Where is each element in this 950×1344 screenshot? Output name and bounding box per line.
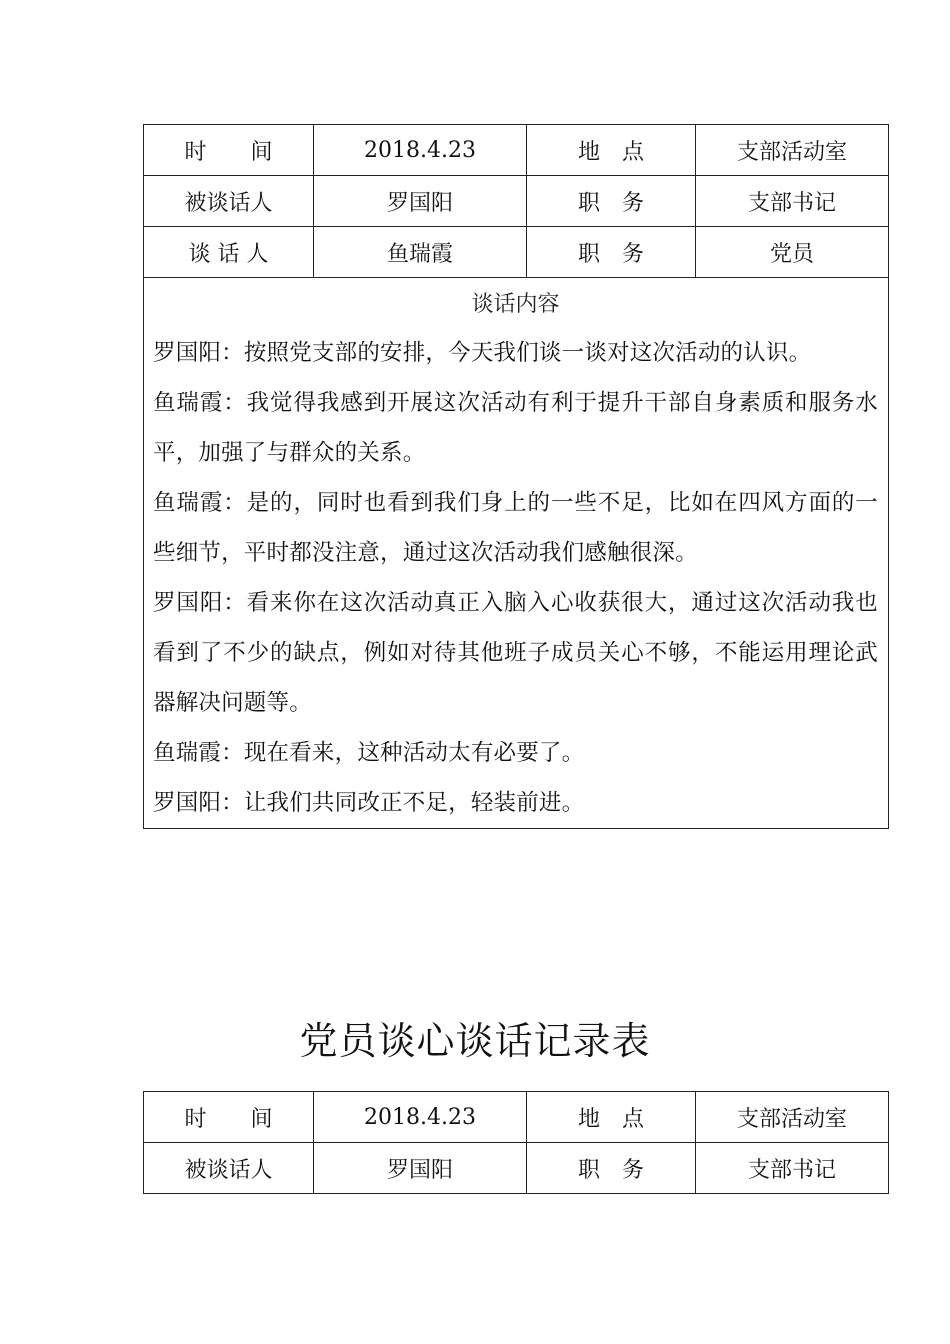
utterance: 让我们共同改正不足，轻装前进。 <box>243 790 585 816</box>
time-place-row <box>144 1092 889 1143</box>
interviewee-label: 被谈话人 <box>144 176 314 227</box>
position-label: 职 务 <box>527 1143 696 1194</box>
position-value: 支部书记 <box>696 1143 889 1194</box>
interviewee-label: 被谈话人 <box>144 1143 314 1194</box>
dialogue-line <box>153 728 878 778</box>
dialogue-line <box>153 378 878 478</box>
dialogue-line <box>153 328 878 378</box>
position-label: 职 务 <box>527 227 696 278</box>
dialogue-line <box>153 778 878 828</box>
time-label: 时 间 <box>144 1092 314 1143</box>
interviewer-label: 谈 话 人 <box>144 227 314 278</box>
position-value: 支部书记 <box>696 176 889 227</box>
speaker: 罗国阳： <box>153 590 247 616</box>
speaker: 鱼瑞霞： <box>153 740 244 766</box>
interviewee-row <box>144 1143 889 1194</box>
form-title: 党员谈心谈话记录表 <box>299 1019 651 1063</box>
place-label: 地 点 <box>527 1092 696 1143</box>
interviewer-value: 鱼瑞霞 <box>314 227 527 278</box>
time-value: 2018.4.23 <box>314 125 527 176</box>
speaker: 鱼瑞霞： <box>153 490 247 516</box>
time-label: 时 间 <box>144 125 314 176</box>
utterance: 现在看来，这种活动太有必要了。 <box>243 740 585 766</box>
interviewee-value: 罗国阳 <box>314 176 527 227</box>
record-table-1 <box>143 124 889 829</box>
interviewee-value: 罗国阳 <box>314 1143 527 1194</box>
interviewee-row <box>144 176 889 227</box>
place-label: 地 点 <box>527 125 696 176</box>
speaker: 罗国阳： <box>153 340 244 366</box>
dialogue-line <box>153 478 878 578</box>
time-place-row <box>144 125 889 176</box>
place-value: 支部活动室 <box>696 1092 889 1143</box>
utterance: 我觉得我感到开展这次活动有利于提升干部自身素质和服务水平，加强了与群众的关系。 <box>153 390 878 466</box>
position-label: 职 务 <box>527 176 696 227</box>
position-value: 党员 <box>696 227 889 278</box>
speaker: 鱼瑞霞： <box>153 390 247 416</box>
content-title: 谈话内容 <box>471 292 560 317</box>
interviewer-row <box>144 227 889 278</box>
speaker: 罗国阳： <box>153 790 244 816</box>
time-value: 2018.4.23 <box>314 1092 527 1143</box>
record-table-2 <box>143 1091 889 1194</box>
place-value: 支部活动室 <box>696 125 889 176</box>
content-row <box>144 278 889 829</box>
dialogue-line <box>153 578 878 728</box>
utterance: 是的，同时也看到我们身上的一些不足，比如在四风方面的一些细节，平时都没注意，通过这次活动我们感触很深。 <box>153 490 878 566</box>
dialogue <box>153 328 878 828</box>
utterance: 看来你在这次活动真正入脑入心收获很大，通过这次活动我也看到了不少的缺点，例如对待其他班子成员关心不够，不能运用理论武器解决问题等。 <box>153 590 878 716</box>
content-cell <box>144 278 889 829</box>
utterance: 按照党支部的安排，今天我们谈一谈对这次活动的认识。 <box>243 340 812 366</box>
